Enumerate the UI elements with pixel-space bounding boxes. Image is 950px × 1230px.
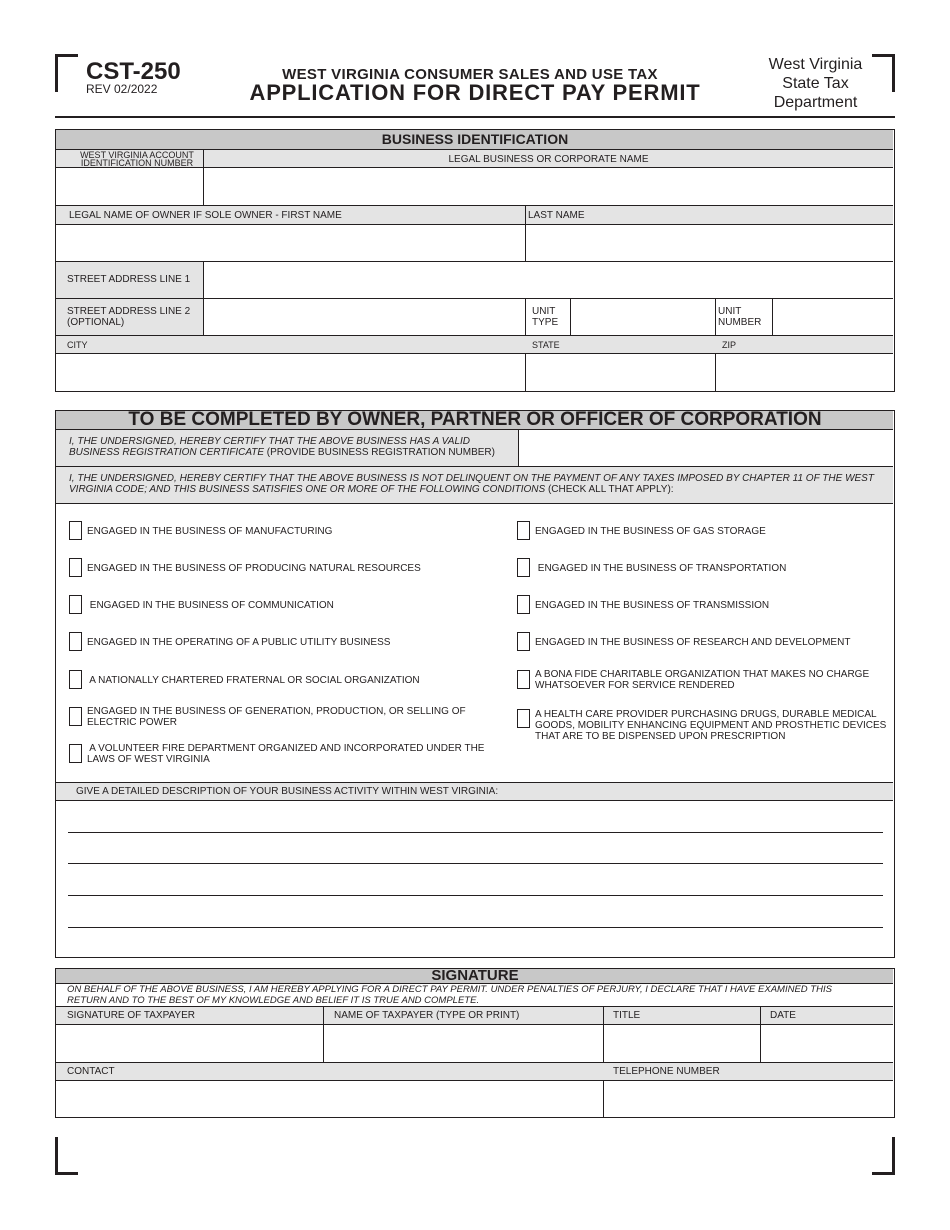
business-identification-section: [55, 129, 895, 392]
signature-section: [55, 968, 895, 1118]
checkbox-volunteer-fire[interactable]: [69, 744, 82, 763]
agency-line-1: West Virginia: [768, 56, 863, 73]
zip-field[interactable]: [720, 356, 888, 388]
first-name-field[interactable]: [60, 227, 520, 258]
description-line: [68, 927, 883, 928]
state-label: STATE: [532, 340, 560, 350]
description-line: [68, 863, 883, 864]
legal-name-field[interactable]: [208, 171, 888, 201]
condition-natural-resources-label: ENGAGED IN THE BUSINESS OF PRODUCING NATURAL RESOURCES: [87, 563, 421, 574]
checkbox-transportation[interactable]: [517, 558, 530, 577]
account-id-field[interactable]: [60, 171, 198, 201]
legal-name-label: LEGAL BUSINESS OR CORPORATE NAME: [448, 154, 649, 165]
city-label: CITY: [67, 340, 88, 350]
date-label: DATE: [770, 1010, 796, 1021]
unit-number-field[interactable]: [776, 302, 888, 332]
condition-charitable-organization-label: A BONA FIDE CHARITABLE ORGANIZATION THAT MAKES NO CHARGE WHATSOEVER FOR SERVICE RENDERED: [535, 669, 870, 691]
certification-title: TO BE COMPLETED BY OWNER, PARTNER OR OFFICER OF CORPORATION: [128, 409, 822, 430]
street-address-2-label: STREET ADDRESS LINE 2 (OPTIONAL): [67, 306, 191, 328]
header-rule: [55, 116, 895, 118]
telephone-number-field[interactable]: [608, 1083, 888, 1114]
condition-manufacturing-label: ENGAGED IN THE BUSINESS OF MANUFACTURING: [87, 526, 333, 537]
state-field[interactable]: [530, 356, 710, 388]
unit-type-label: UNIT TYPE: [532, 306, 559, 328]
corner-mark-top-right: [872, 54, 895, 92]
condition-gas-storage-label: ENGAGED IN THE BUSINESS OF GAS STORAGE: [535, 526, 766, 537]
business-description-label: GIVE A DETAILED DESCRIPTION OF YOUR BUSINESS ACTIVITY WITHIN WEST VIRGINIA:: [76, 786, 499, 797]
condition-transmission-label: ENGAGED IN THE BUSINESS OF TRANSMISSION: [535, 600, 770, 611]
corner-mark-bottom-left: [55, 1137, 78, 1175]
telephone-number-label: TELEPHONE NUMBER: [613, 1066, 720, 1077]
street-address-1-label: STREET ADDRESS LINE 1: [67, 274, 191, 285]
date-field[interactable]: [765, 1027, 888, 1059]
condition-electric-power-label: ENGAGED IN THE BUSINESS OF GENERATION, PRODUCTION, OR SELLING OF ELECTRIC POWER: [87, 706, 466, 728]
name-of-taxpayer-label: NAME OF TAXPAYER (TYPE OR PRINT): [334, 1010, 520, 1021]
last-name-label: LAST NAME: [528, 210, 585, 221]
taxpayer-name-field[interactable]: [328, 1027, 598, 1059]
cert-registration-text: I, THE UNDERSIGNED, HEREBY CERTIFY THAT THE ABOVE BUSINESS HAS A VALID BUSINESS REGISTRATION CERTIFICATE (PROVIDE BUSINESS REGISTRATION NUMBER): [69, 436, 495, 458]
zip-label: ZIP: [722, 340, 737, 350]
checkbox-electric-power[interactable]: [69, 707, 82, 726]
signature-declaration: ON BEHALF OF THE ABOVE BUSINESS, I AM HEREBY APPLYING FOR A DIRECT PAY PERMIT. UNDER PENALTIES OF PERJURY, I DECLARE THAT I HAVE EXAMINED THIS RETURN AND TO THE BEST OF MY KNOWLEDGE AND BELIEF IT IS TRUE AND COMPLETE.: [67, 984, 832, 1006]
condition-health-care-provider-label: A HEALTH CARE PROVIDER PURCHASING DRUGS, DURABLE MEDICAL GOODS, MOBILITY ENHANCING EQUIPMENT AND PROSTHETIC DEVICES THAT ARE TO BE DISPENSED UPON PRESCRIPTION: [535, 709, 887, 742]
corner-mark-top-left: [55, 54, 78, 92]
condition-research-development-label: ENGAGED IN THE BUSINESS OF RESEARCH AND DEVELOPMENT: [535, 637, 851, 648]
condition-public-utility-label: ENGAGED IN THE OPERATING OF A PUBLIC UTILITY BUSINESS: [87, 637, 391, 648]
unit-number-label: UNIT NUMBER: [718, 306, 762, 328]
business-identification-title: BUSINESS IDENTIFICATION: [381, 131, 569, 147]
corner-mark-bottom-right: [872, 1137, 895, 1175]
checkbox-natural-resources[interactable]: [69, 558, 82, 577]
form-title: APPLICATION FOR DIRECT PAY PERMIT: [249, 80, 701, 105]
checkbox-transmission[interactable]: [517, 595, 530, 614]
unit-type-field[interactable]: [574, 302, 712, 332]
street-address-1-field[interactable]: [208, 265, 888, 295]
agency-name: [758, 55, 873, 112]
condition-communication-label: ENGAGED IN THE BUSINESS OF COMMUNICATION: [87, 600, 334, 611]
checkbox-research-development[interactable]: [517, 632, 530, 651]
account-id-label: WEST VIRGINIA ACCOUNT IDENTIFICATION NUMBER: [80, 150, 194, 168]
checkbox-gas-storage[interactable]: [517, 521, 530, 540]
form-code: CST-250: [86, 58, 181, 85]
title-field[interactable]: [608, 1027, 755, 1059]
checkbox-health-care-provider[interactable]: [517, 709, 530, 728]
signature-of-taxpayer-label: SIGNATURE OF TAXPAYER: [67, 1010, 195, 1021]
business-description-field[interactable]: [68, 805, 883, 930]
signature-field[interactable]: [60, 1027, 318, 1059]
title-label: TITLE: [613, 1010, 641, 1021]
contact-label: CONTACT: [67, 1066, 115, 1077]
checkbox-manufacturing[interactable]: [69, 521, 82, 540]
condition-transportation-label: ENGAGED IN THE BUSINESS OF TRANSPORTATION: [535, 563, 787, 574]
street-address-2-field[interactable]: [208, 302, 520, 332]
description-line: [68, 832, 883, 833]
city-field[interactable]: [60, 356, 520, 388]
contact-field[interactable]: [60, 1083, 598, 1114]
agency-line-3: Department: [773, 94, 858, 111]
certification-section: [55, 410, 895, 958]
checkbox-communication[interactable]: [69, 595, 82, 614]
condition-fraternal-social-label: A NATIONALLY CHARTERED FRATERNAL OR SOCIAL ORGANIZATION: [87, 675, 420, 686]
checkbox-public-utility[interactable]: [69, 632, 82, 651]
form-revision: REV 02/2022: [86, 82, 158, 96]
owner-first-name-label: LEGAL NAME OF OWNER IF SOLE OWNER - FIRST NAME: [69, 210, 342, 221]
registration-number-field[interactable]: [523, 433, 888, 463]
condition-volunteer-fire-label: A VOLUNTEER FIRE DEPARTMENT ORGANIZED AND INCORPORATED UNDER THE LAWS OF WEST VIRGINIA: [87, 743, 485, 765]
form-subtitle: WEST VIRGINIA CONSUMER SALES AND USE TAX: [282, 66, 658, 83]
cert-not-delinquent-text: I, THE UNDERSIGNED, HEREBY CERTIFY THAT THE ABOVE BUSINESS IS NOT DELINQUENT ON THE PAYMENT OF ANY TAXES IMPOSED BY CHAPTER 11 OF THE WEST VIRGINIA CODE; AND THIS BUSINESS SATISFIES ONE OR MORE OF THE FOLLOWING CONDITIONS (CHECK ALL THAT APPLY):: [69, 473, 874, 495]
signature-title: SIGNATURE: [431, 967, 519, 984]
checkbox-fraternal-social[interactable]: [69, 670, 82, 689]
agency-line-2: State Tax: [782, 75, 849, 92]
description-line: [68, 895, 883, 896]
checkbox-charitable-organization[interactable]: [517, 670, 530, 689]
last-name-field[interactable]: [530, 227, 888, 258]
